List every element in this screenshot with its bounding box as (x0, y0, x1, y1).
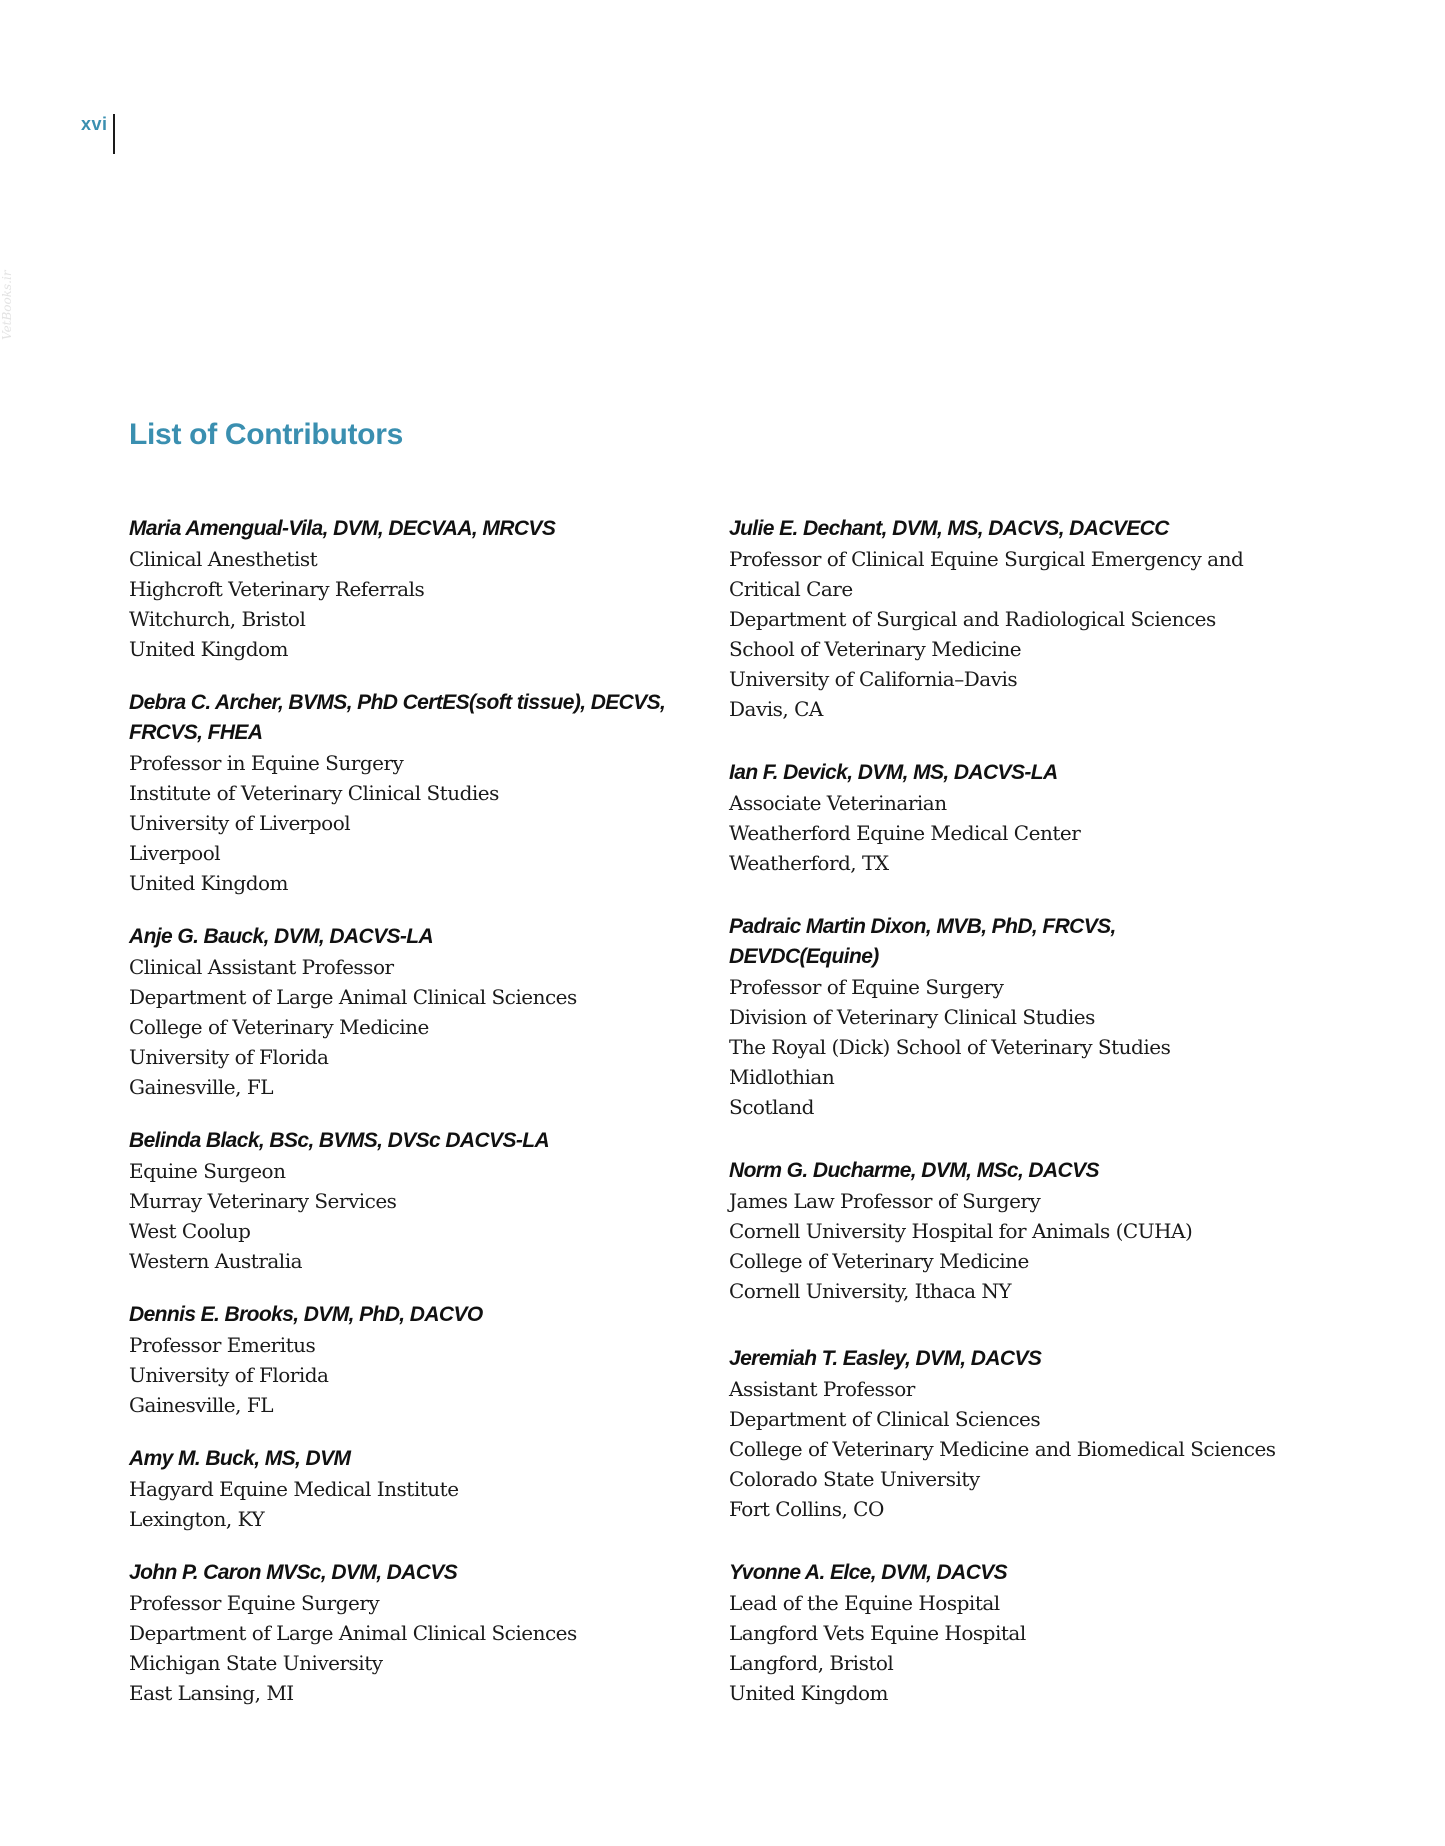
contributor-affiliation-line: Cornell University, Ithaca NY (729, 1279, 1012, 1303)
contributor-affiliation-line: Institute of Veterinary Clinical Studies (129, 781, 499, 805)
contributor-affiliation-line: Professor of Equine Surgery (729, 975, 1004, 999)
contributor-affiliation-line: Weatherford Equine Medical Center (729, 821, 1081, 845)
contributor-affiliation-line: Witchurch, Bristol (129, 607, 306, 631)
contributor-name: Amy M. Buck, MS, DVM (129, 1447, 351, 1470)
contributor-name: Julie E. Dechant, DVM, MS, DACVS, DACVECC (729, 517, 1169, 540)
contributor-affiliation-line: Langford Vets Equine Hospital (729, 1621, 1026, 1645)
contributor-name: Dennis E. Brooks, DVM, PhD, DACVO (129, 1303, 483, 1326)
contributor-affiliation-line: Assistant Professor (729, 1377, 915, 1401)
contributor-affiliation-line: Highcroft Veterinary Referrals (129, 577, 425, 601)
contributor-entry (129, 922, 577, 1102)
contributor-affiliation-line: Langford, Bristol (729, 1651, 894, 1675)
contributor-affiliation-line: East Lansing, MI (129, 1681, 294, 1705)
page-title: List of Contributors (129, 418, 403, 451)
contributor-entry (729, 514, 1243, 724)
contributor-affiliation-line: Hagyard Equine Medical Institute (129, 1477, 459, 1501)
contributor-affiliation-line: Gainesville, FL (129, 1075, 273, 1099)
contributor-entry (129, 1126, 549, 1276)
contributor-affiliation-line: United Kingdom (129, 637, 288, 661)
watermark: VetBooks.ir (0, 270, 14, 340)
contributor-affiliation-line: University of Liverpool (129, 811, 351, 835)
contributor-affiliation-line: College of Veterinary Medicine (129, 1015, 429, 1039)
contributor-affiliation-line: Gainesville, FL (129, 1393, 273, 1417)
contributor-entry (129, 688, 665, 898)
contributor-affiliation-line: Professor in Equine Surgery (129, 751, 404, 775)
contributor-affiliation-line: Fort Collins, CO (729, 1497, 884, 1521)
contributor-affiliation-line: Department of Surgical and Radiological Sciences (729, 607, 1216, 631)
contributor-affiliation-line: Scotland (729, 1095, 814, 1119)
contributor-name-continued: FRCVS, FHEA (129, 721, 263, 744)
contributor-name: Debra C. Archer, BVMS, PhD CertES(soft tissue), DECVS, (129, 691, 666, 714)
contributor-entry (129, 1558, 577, 1708)
contributor-affiliation-line: Department of Large Animal Clinical Sciences (129, 1621, 577, 1645)
contributor-affiliation-line: School of Veterinary Medicine (729, 637, 1022, 661)
contributor-entry (129, 1300, 483, 1420)
contributor-affiliation-line: Midlothian (729, 1065, 835, 1089)
contributor-name: Jeremiah T. Easley, DVM, DACVS (729, 1347, 1042, 1370)
contributor-affiliation-line: University of Florida (129, 1045, 329, 1069)
contributor-entry (729, 758, 1080, 878)
contributor-affiliation-line: Professor Equine Surgery (129, 1591, 380, 1615)
contributor-name: Anje G. Bauck, DVM, DACVS-LA (129, 925, 434, 948)
contributor-affiliation-line: Professor of Clinical Equine Surgical Emergency and (729, 547, 1244, 571)
contributor-name: Belinda Black, BSc, BVMS, DVSc DACVS-LA (129, 1129, 550, 1152)
contributor-affiliation-line: Critical Care (729, 577, 853, 601)
contributor-entry (129, 1444, 459, 1534)
contributor-affiliation-line: Clinical Assistant Professor (129, 955, 394, 979)
contributor-affiliation-line: Associate Veterinarian (729, 791, 947, 815)
contributor-name: Yvonne A. Elce, DVM, DACVS (729, 1561, 1008, 1584)
contributor-name: Padraic Martin Dixon, MVB, PhD, FRCVS, (729, 915, 1116, 938)
contributor-affiliation-line: Lexington, KY (129, 1507, 265, 1531)
contributor-affiliation-line: United Kingdom (129, 871, 288, 895)
contributor-entry (729, 1344, 1276, 1524)
contributor-affiliation-line: Lead of the Equine Hospital (729, 1591, 1000, 1615)
contributor-affiliation-line: Weatherford, TX (729, 851, 889, 875)
contributor-affiliation-line: College of Veterinary Medicine (729, 1249, 1029, 1273)
contributor-name-continued: DEVDC(Equine) (729, 945, 879, 968)
contributor-entry (729, 912, 1170, 1122)
contributor-affiliation-line: Liverpool (129, 841, 221, 865)
contributor-entry (129, 514, 555, 664)
contributor-affiliation-line: Michigan State University (129, 1651, 383, 1675)
contributor-entry (729, 1558, 1026, 1708)
contributor-affiliation-line: Cornell University Hospital for Animals (CUHA) (729, 1219, 1193, 1243)
contributor-affiliation-line: The Royal (Dick) School of Veterinary Studies (729, 1035, 1171, 1059)
contributor-affiliation-line: United Kingdom (729, 1681, 888, 1705)
contributor-affiliation-line: Davis, CA (729, 697, 823, 721)
contributor-name: Maria Amengual-Vila, DVM, DECVAA, MRCVS (129, 517, 556, 540)
contributor-affiliation-line: University of Florida (129, 1363, 329, 1387)
contributor-affiliation-line: West Coolup (129, 1219, 251, 1243)
contributor-affiliation-line: Clinical Anesthetist (129, 547, 318, 571)
contributor-affiliation-line: Equine Surgeon (129, 1159, 286, 1183)
contributor-affiliation-line: Department of Large Animal Clinical Sciences (129, 985, 577, 1009)
contributor-affiliation-line: University of California–Davis (729, 667, 1018, 691)
contributor-name: Ian F. Devick, DVM, MS, DACVS-LA (729, 761, 1058, 784)
page-number: xvi (81, 114, 108, 134)
contributor-affiliation-line: Western Australia (129, 1249, 303, 1273)
contributor-affiliation-line: Murray Veterinary Services (129, 1189, 397, 1213)
contributor-affiliation-line: Division of Veterinary Clinical Studies (729, 1005, 1095, 1029)
page-number-rule (113, 114, 115, 154)
contributor-entry (729, 1156, 1192, 1306)
contributor-affiliation-line: College of Veterinary Medicine and Biomedical Sciences (729, 1437, 1276, 1461)
contributor-name: John P. Caron MVSc, DVM, DACVS (129, 1561, 458, 1584)
contributor-affiliation-line: Professor Emeritus (129, 1333, 316, 1357)
contributor-name: Norm G. Ducharme, DVM, MSc, DACVS (729, 1159, 1099, 1182)
contributor-affiliation-line: Department of Clinical Sciences (729, 1407, 1041, 1431)
contributor-affiliation-line: James Law Professor of Surgery (729, 1189, 1041, 1213)
contributor-affiliation-line: Colorado State University (729, 1467, 980, 1491)
